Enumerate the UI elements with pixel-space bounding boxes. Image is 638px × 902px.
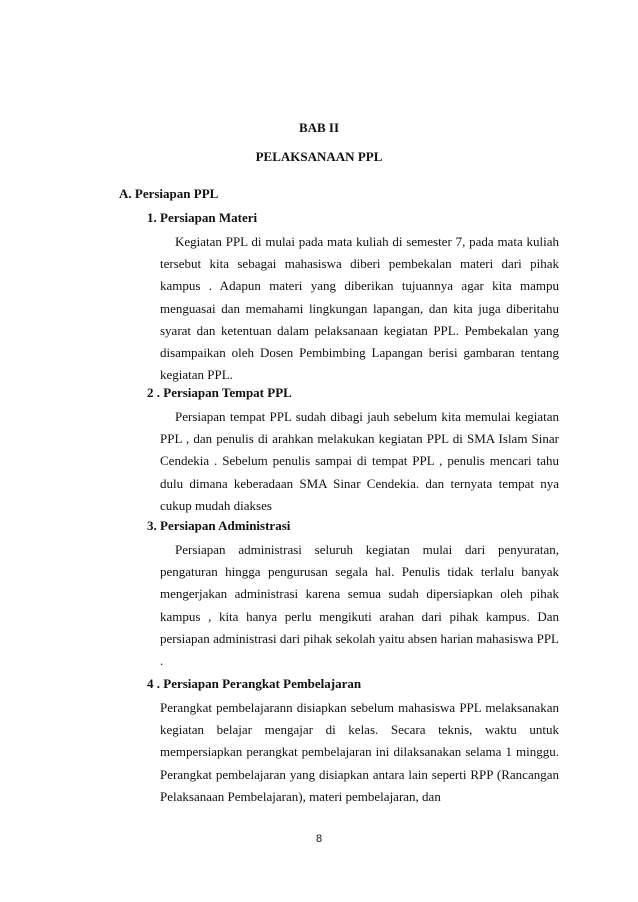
subsection-heading-3: 3. Persiapan Administrasi <box>147 518 291 533</box>
chapter-title: PELAKSANAAN PPL <box>255 149 383 164</box>
subsection-paragraph-4: Perangkat pembelajarann disiapkan sebelum mahasiswa PPL melaksanakan kegiatan belajar mengajar di kelas. Secara teknis, waktu untuk mempersiapkan perangkat pembelajaran ini dilaksanakan selama 1 minggu. Perangkat pembelajaran yang disiapkan antara lain seperti RPP (Rancangan Pelaksanaan Pembelajaran), materi pembelajaran, dan <box>160 700 559 804</box>
page-number: 8 <box>315 833 323 845</box>
subsection-heading-1: 1. Persiapan Materi <box>147 210 258 225</box>
subsection-paragraph-2: Persiapan tempat PPL sudah dibagi jauh sebelum kita memulai kegiatan PPL , dan penulis di arahkan melakukan kegiatan PPL di SMA Islam Sinar Cendekia . Sebelum penulis sampai di tempat PPL , penulis mencari tahu dulu dimana keberadaan SMA Sinar Cendekia. dan ternyata tempat nya cukup mudah diakses <box>160 409 559 513</box>
section-heading-a: A. Persiapan PPL <box>119 186 219 201</box>
subsection-paragraph-3: Persiapan administrasi seluruh kegiatan mulai dari penyuratan, pengaturan hingga pengurusan segala hal. Penulis tidak terlalu banyak mengerjakan administrasi karena semua sudah dipersiapkan oleh pihak kampus , kita hanya perlu mengikuti arahan dari pihak kampus. Dan persiapan administrasi dari pihak sekolah yaitu absen harian mahasiswa PPL . <box>160 542 559 669</box>
chapter-number: BAB II <box>298 120 340 135</box>
subsection-paragraph-1: Kegiatan PPL di mulai pada mata kuliah di semester 7, pada mata kuliah tersebut kita sebagai mahasiswa diberi pembekalan materi dari pihak kampus . Adapun materi yang diberikan tujuannya agar kita mampu menguasai dan memahami lingkungan lapangan, dan kita juga diberitahu syarat dan ketentuan dalam pelaksanaan kegiatan PPL. Pembekalan yang disampaikan oleh Dosen Pembimbing Lapangan berisi gambaran tentang kegiatan PPL. <box>160 234 559 383</box>
subsection-heading-4: 4 . Persiapan Perangkat Pembelajaran <box>147 676 362 691</box>
subsection-heading-2: 2 . Persiapan Tempat PPL <box>147 385 292 400</box>
